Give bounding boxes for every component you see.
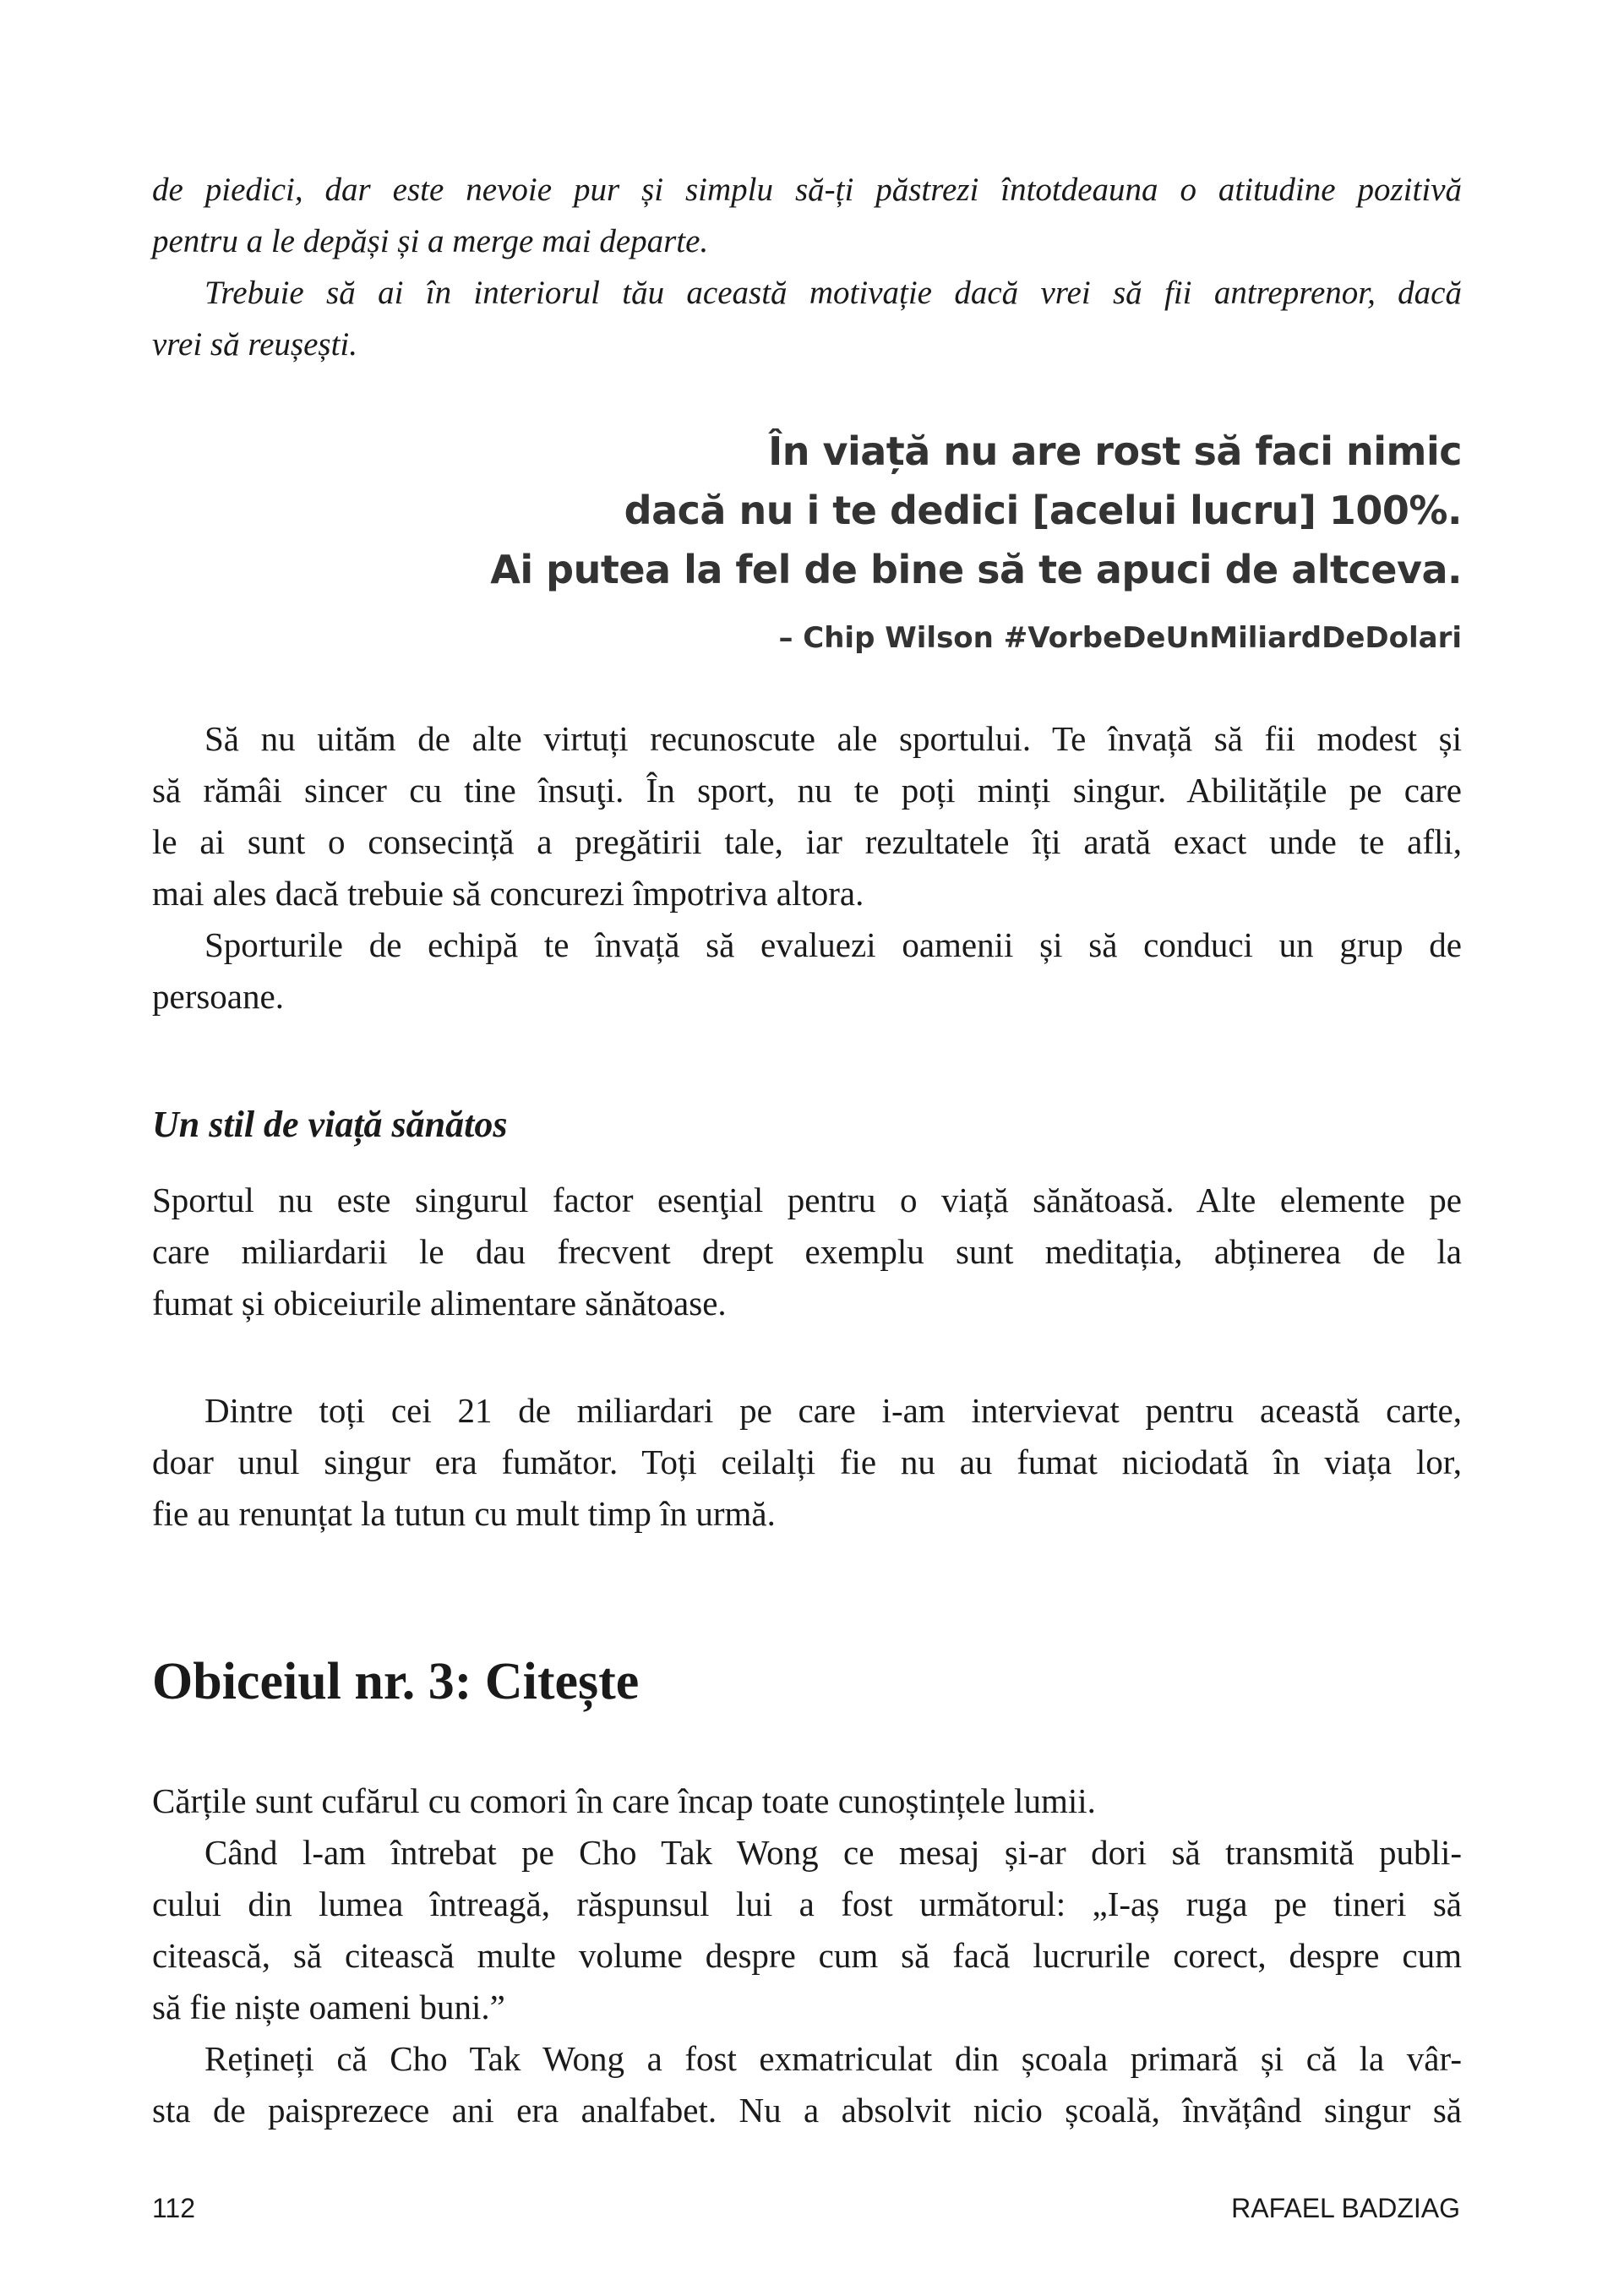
text-line: vrei să reușești. (152, 326, 357, 363)
running-footer-author: RAFAEL BADZIAG (1231, 2193, 1460, 2223)
pull-quote (490, 422, 1462, 655)
subheading: Un stil de viață sănătos (152, 1104, 508, 1145)
quote-line: dacă nu i te dedici [acelui lucru] 100%. (624, 488, 1462, 533)
text-line: fumat și obiceiurile alimentare sănătoase. (152, 1284, 727, 1323)
text-line: Sporturile de echipă te învață să evaluezi oamenii și să conduci un grup de (204, 925, 1462, 964)
page-number: 112 (152, 2193, 196, 2223)
text-line: Cărțile sunt cufărul cu comori în care încap toate cunoștințele lumii. (152, 1781, 1096, 1820)
quote-line: În viață nu are rost să faci nimic (768, 428, 1462, 474)
paragraph-smoking (152, 1385, 1462, 1540)
text-line: citească, să citească multe volume despre cum să facă lucrurile corect, despre cum (152, 1936, 1462, 1975)
text-line: persoane. (152, 977, 284, 1016)
text-line: Să nu uităm de alte virtuți recunoscute ale sportului. Te învață să fii modest și (204, 719, 1462, 758)
text-line: Rețineți că Cho Tak Wong a fost exmatriculat din școala primară și că la vâr- (204, 2039, 1462, 2078)
paragraph-books (152, 1775, 1462, 2136)
text-line: Trebuie să ai în interiorul tău această motivație dacă vrei să fii antreprenor, dacă (204, 275, 1462, 311)
intro-italic-paragraph (152, 164, 1462, 370)
text-line: care miliardarii le dau frecvent drept exemplu sunt meditația, abținerea de la (152, 1232, 1462, 1271)
text-line: de piedici, dar este nevoie pur și simplu să-ți păstrezi întotdeauna o atitudine pozitivă (152, 172, 1462, 208)
text-line: doar unul singur era fumător. Toți ceilalți fie nu au fumat niciodată în viața lor, (152, 1442, 1462, 1481)
chapter-heading: Obiceiul nr. 3: Citește (152, 1653, 640, 1710)
text-line: Când l-am întrebat pe Cho Tak Wong ce mesaj și-ar dori să transmită publi- (204, 1833, 1462, 1872)
text-line: pentru a le depăși și a merge mai departe. (152, 223, 709, 259)
text-line: Sportul nu este singurul factor esenţial pentru o viață sănătoasă. Alte elemente pe (152, 1181, 1462, 1219)
text-line: le ai sunt o consecință a pregătirii tale, iar rezultatele îți arată exact unde te afli, (152, 822, 1462, 861)
quote-line: Ai putea la fel de bine să te apuci de altceva. (490, 547, 1462, 592)
text-line: cului din lumea întreagă, răspunsul lui a fost următorul: „I-aș ruga pe tineri să (152, 1884, 1462, 1923)
text-line: sta de paisprezece ani era analfabet. Nu a absolvit nicio școală, învățând singur să (152, 2091, 1462, 2130)
quote-attribution: – Chip Wilson #VorbeDeUnMiliardDeDolari (778, 621, 1462, 655)
paragraph-sport (152, 713, 1462, 1023)
text-line: mai ales dacă trebuie să concurezi împotriva altora. (152, 874, 864, 913)
text-line: să fie niște oameni buni.” (152, 1988, 505, 2026)
text-line: Dintre toți cei 21 de miliardari pe care i-am intervievat pentru această carte, (204, 1391, 1462, 1430)
text-line: să rămâi sincer cu tine însuţi. În sport, nu te poți minți singur. Abilitățile pe care (152, 771, 1462, 810)
text-line: fie au renunțat la tutun cu mult timp în urmă. (152, 1494, 776, 1533)
paragraph-health (152, 1175, 1462, 1329)
